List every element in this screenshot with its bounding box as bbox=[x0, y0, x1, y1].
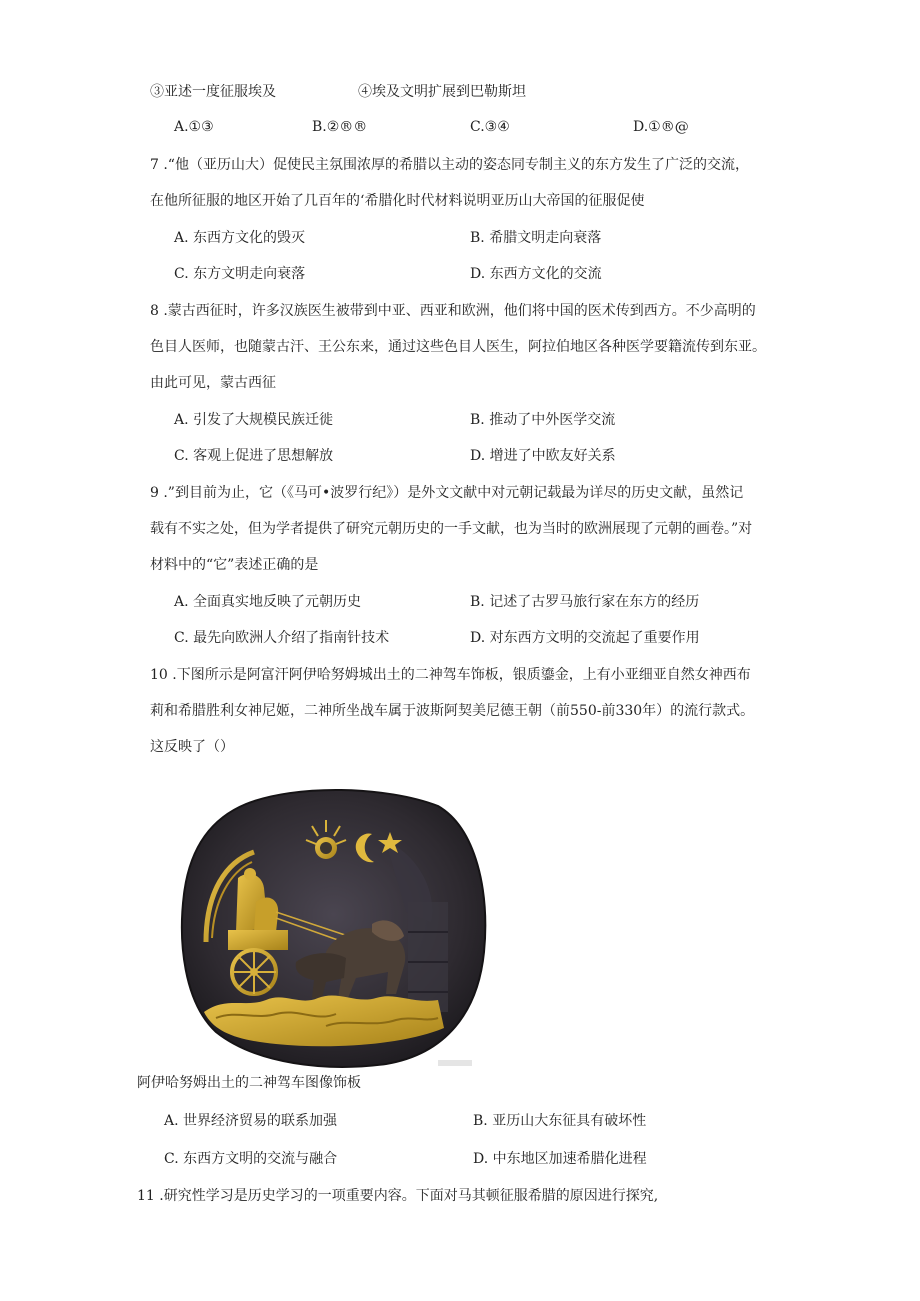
q10-option-d: D. 中东地区加速希腊化进程 bbox=[473, 1151, 647, 1167]
q7-option-d: D. 东西方文化的交流 bbox=[470, 266, 602, 282]
q7-option-c: C. 东方文明走向衰落 bbox=[174, 266, 306, 282]
q9-stem-line-3: 材料中的“它”表述正确的是 bbox=[150, 557, 319, 573]
q8-stem-line-2: 色目人医师，也随蒙古汗、王公东来，通过这些色目人医生，阿拉伯地区各种医学要籍流传到东亚。 bbox=[150, 339, 766, 355]
q7-stem-line-2: 在他所征服的地区开始了几百年的‘希腊化时代材料说明亚历山大帝国的征服促使 bbox=[150, 193, 645, 209]
statement-4: ④埃及文明扩展到巴勒斯坦 bbox=[358, 84, 526, 100]
statement-3: ③亚述一度征服埃及 bbox=[150, 84, 276, 100]
q10-option-c: C. 东西方文明的交流与融合 bbox=[164, 1151, 338, 1167]
q11-stem-line-1: 11 .研究性学习是历史学习的一项重要内容。下面对马其顿征服希腊的原因进行探究, bbox=[137, 1188, 659, 1204]
q10-stem-line-3: 这反映了（） bbox=[150, 739, 234, 755]
q10-option-a: A. 世界经济贸易的联系加强 bbox=[164, 1113, 338, 1129]
image-caption: 阿伊哈努姆出土的二神驾车图像饰板 bbox=[137, 1075, 361, 1091]
q8-stem-line-1: 8 .蒙古西征时，许多汉族医生被带到中亚、西亚和欧洲，他们将中国的医术传到西方。不少高明的 bbox=[150, 303, 756, 319]
q9-option-b: B. 记述了古罗马旅行家在东方的经历 bbox=[470, 594, 700, 610]
q8-option-a: A. 引发了大规模民族迁徙 bbox=[174, 412, 334, 428]
q9-stem-line-1: 9 .”到目前为止，它（《马可•波罗行纪》）是外文文献中对元朝记载最为详尽的历史文献，虽然记 bbox=[150, 485, 744, 501]
q7-option-a: A. 东西方文化的毁灭 bbox=[174, 230, 306, 246]
q10-option-b: B. 亚历山大东征具有破坏性 bbox=[473, 1113, 647, 1129]
q9-stem-line-2: 载有不实之处，但为学者提供了研究元朝历史的一手文献，也为当时的欧洲展现了元朝的画卷。”对 bbox=[150, 521, 753, 537]
q9-option-a: A. 全面真实地反映了元朝历史 bbox=[174, 594, 362, 610]
q10-stem-line-1: 10 .下图所示是阿富汗阿伊哈努姆城出土的二神驾车饰板，银质鎏金，上有小亚细亚自然女神西布 bbox=[150, 667, 751, 683]
q6-option-a: A.①③ bbox=[174, 119, 214, 135]
q9-option-d: D. 对东西方文明的交流起了重要作用 bbox=[470, 630, 700, 646]
q9-option-c: C. 最先向欧洲人介绍了指南针技术 bbox=[174, 630, 390, 646]
q8-stem-line-3: 由此可见，蒙古西征 bbox=[150, 375, 276, 391]
q10-stem-line-2: 莉和希腊胜利女神尼姬，二神所坐战车属于波斯阿契美尼德王朝（前550-前330年）的流行款式。 bbox=[150, 703, 755, 719]
q6-option-c: C.③④ bbox=[470, 119, 510, 135]
q8-option-b: B. 推动了中外医学交流 bbox=[470, 412, 616, 428]
q7-stem-line-1: 7 .“他（亚历山大）促使民主氛围浓厚的希腊以主动的姿态同专制主义的东方发生了广泛的交流， bbox=[150, 157, 749, 173]
q6-option-b: B.②®® bbox=[312, 119, 368, 135]
q6-option-d: D.①®@ bbox=[633, 119, 689, 135]
q8-option-d: D. 增进了中欧友好关系 bbox=[470, 448, 616, 464]
q7-option-b: B. 希腊文明走向衰落 bbox=[470, 230, 602, 246]
chariot-plate-image bbox=[176, 782, 492, 1070]
q8-option-c: C. 客观上促进了思想解放 bbox=[174, 448, 334, 464]
